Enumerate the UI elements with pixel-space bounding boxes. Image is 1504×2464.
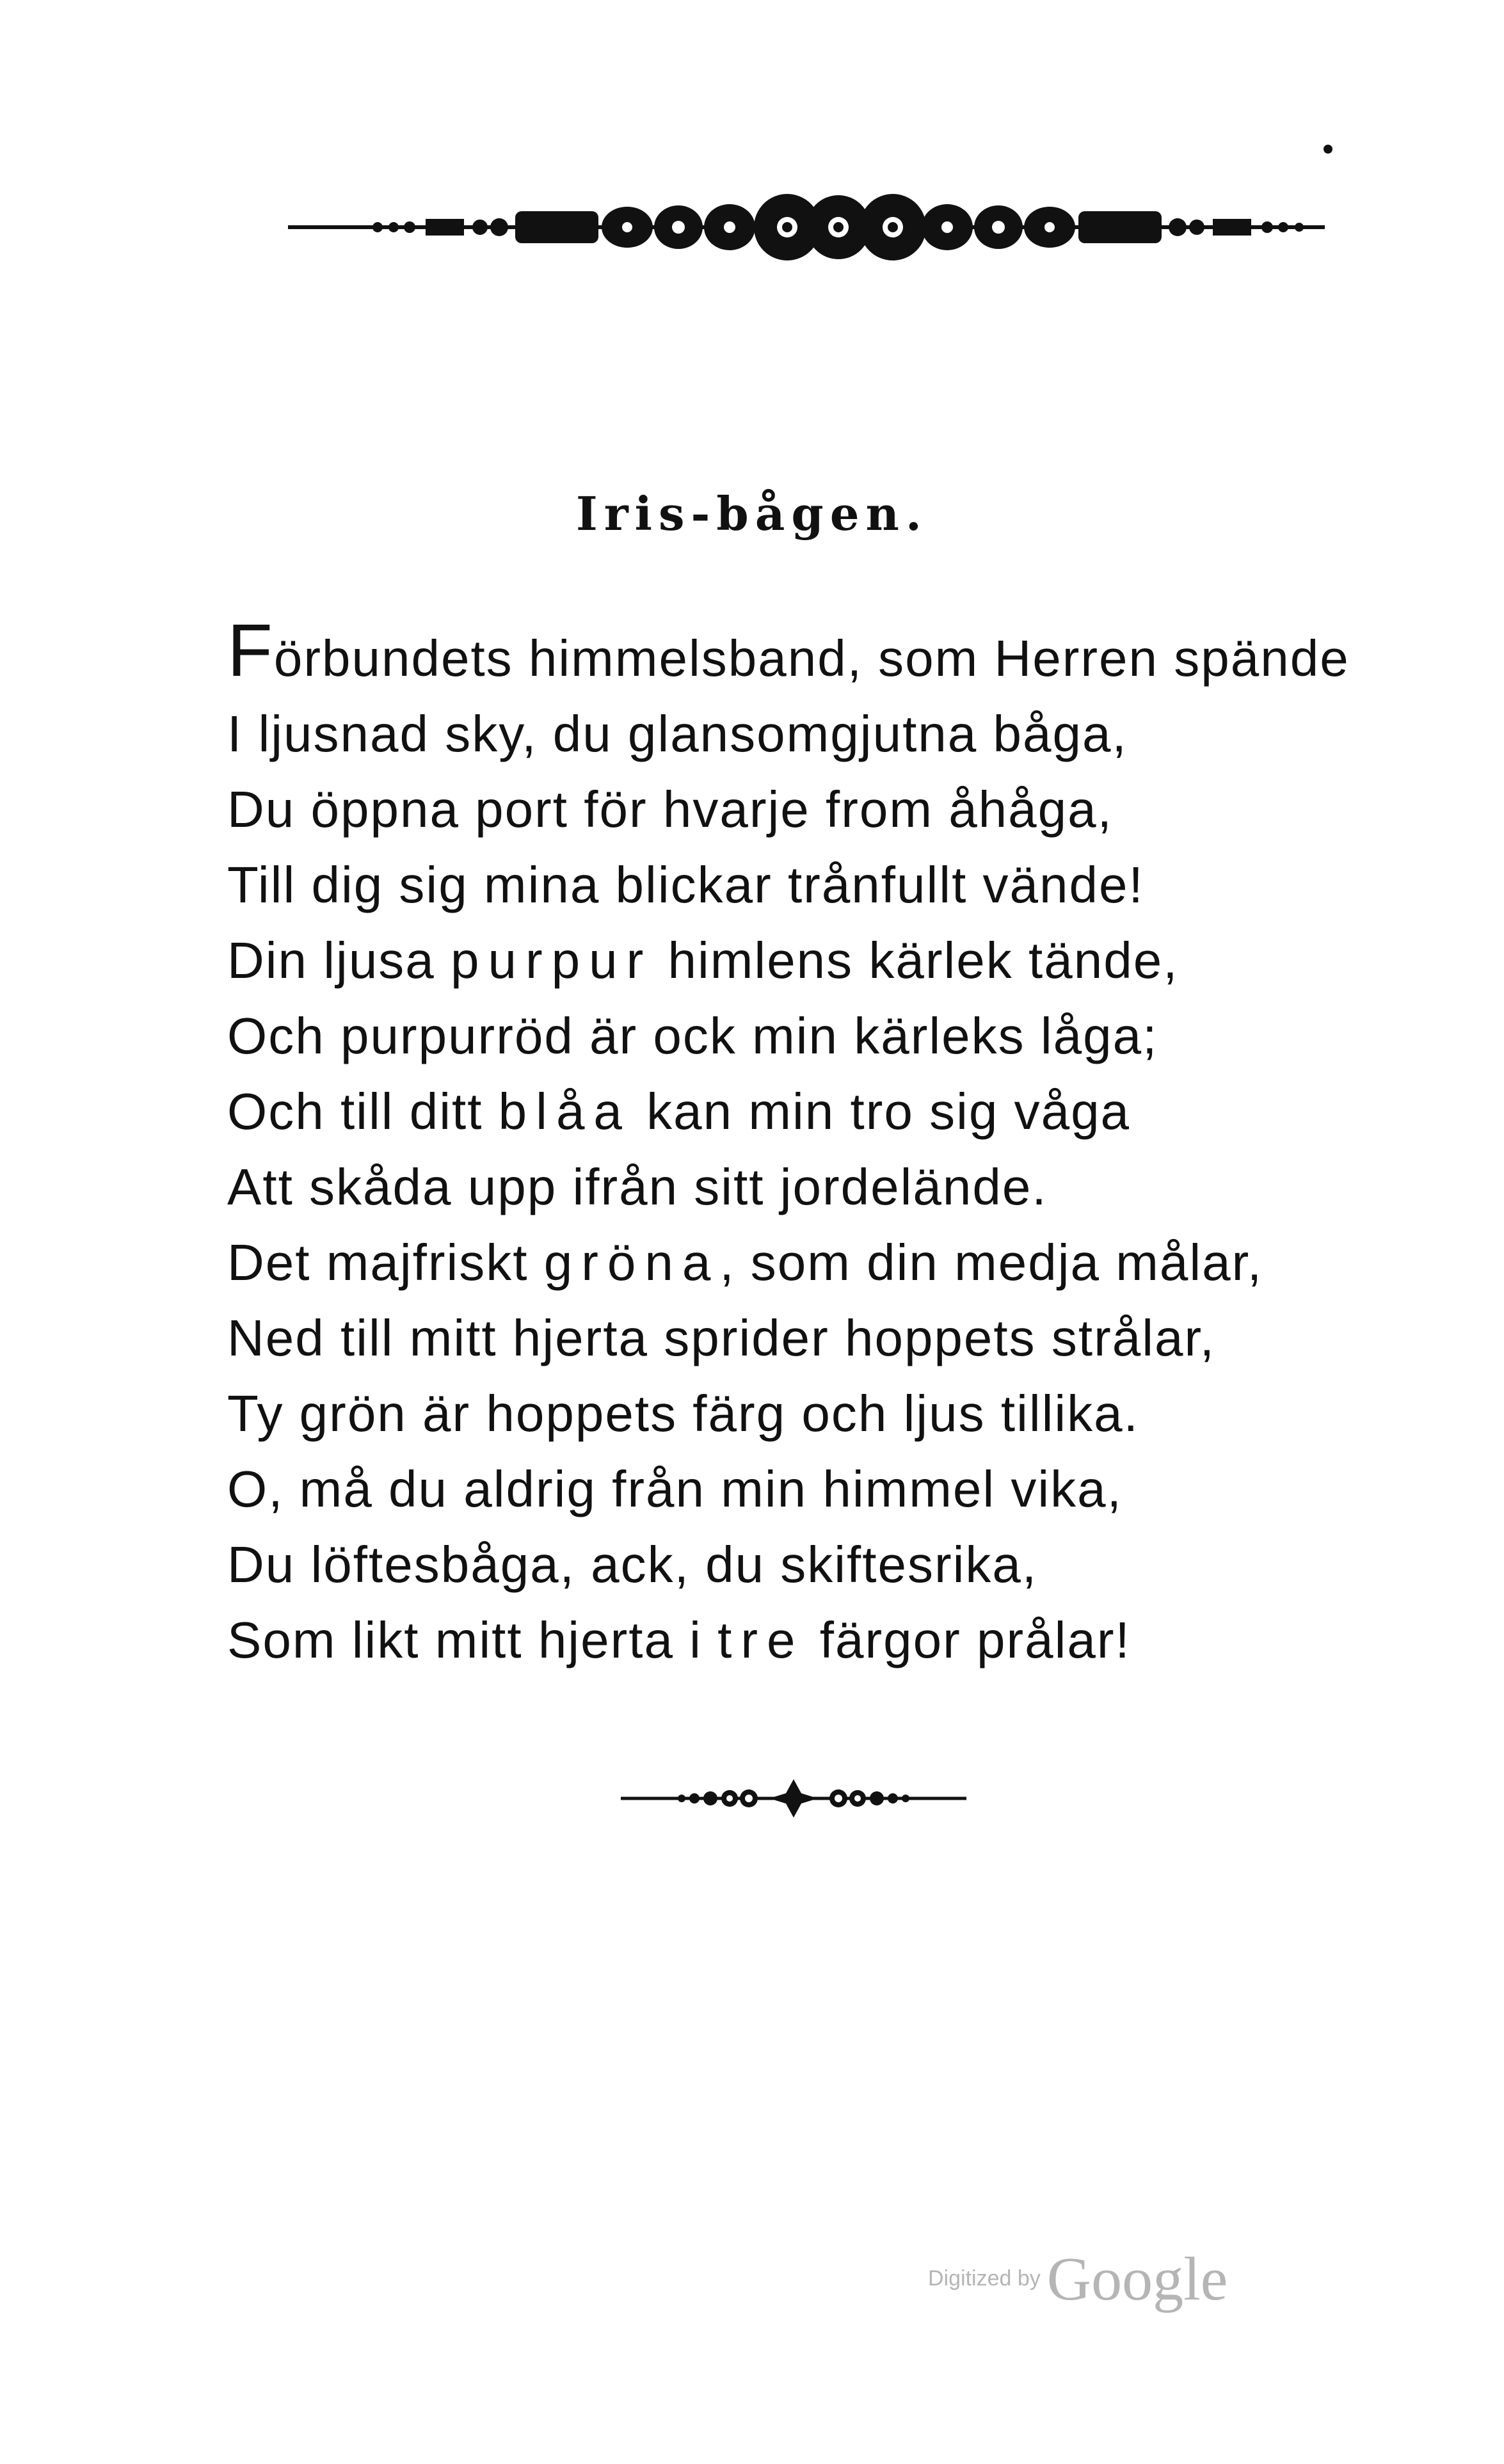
- line-text: himlens kärlek tände,: [652, 932, 1179, 989]
- google-logo: Google: [1046, 2244, 1228, 2313]
- line-text: Du öppna port för hvarje from åhåga,: [227, 781, 1113, 838]
- line-text: Till dig sig mina blickar trånfullt vände!: [227, 856, 1144, 913]
- poem-body: [227, 609, 1379, 1678]
- watermark-prefix: Digitized by: [928, 2266, 1041, 2291]
- line-text: Och till ditt: [227, 1083, 499, 1140]
- bottom-ornament-divider: [621, 1776, 966, 1821]
- line-text: I ljusnad sky, du glansomgjutna båga,: [227, 705, 1128, 762]
- line-text: Ned till mitt hjerta sprider hoppets strålar,: [227, 1309, 1215, 1366]
- line-text: Som likt mitt hjerta i: [227, 1612, 718, 1668]
- poem-line: [227, 772, 1379, 847]
- emphasized-word: purpur: [451, 932, 653, 989]
- poem-line: [227, 1376, 1379, 1452]
- line-text: O, må du aldrig från min himmel vika,: [227, 1460, 1123, 1517]
- poem-line: [227, 696, 1379, 772]
- digitized-watermark: [928, 2243, 1228, 2314]
- line-text: Det majfriskt: [227, 1234, 544, 1291]
- top-ornament-divider: [288, 186, 1325, 269]
- line-text: örbundets himmelsband, som Herren spände: [273, 630, 1350, 687]
- line-text: , som din medja målar,: [719, 1234, 1263, 1291]
- emphasized-word: blåa: [498, 1083, 631, 1140]
- poem-line: [227, 1603, 1379, 1678]
- poem-line: [227, 1452, 1379, 1527]
- line-text: Du löftesbåga, ack, du skiftesrika,: [227, 1536, 1038, 1593]
- line-text: Din ljusa: [227, 932, 451, 989]
- poem-line: [227, 609, 1379, 696]
- poem-line: [227, 923, 1379, 998]
- poem-line: [227, 1149, 1379, 1225]
- line-text: färgor prålar!: [804, 1612, 1131, 1668]
- line-text: Att skåda upp ifrån sitt jordelände.: [227, 1158, 1048, 1215]
- poem-line: [227, 1074, 1379, 1149]
- poem-line: [227, 998, 1379, 1074]
- drop-cap: F: [227, 609, 274, 692]
- poem-line: [227, 1300, 1379, 1376]
- line-text: kan min tro sig våga: [630, 1083, 1131, 1140]
- emphasized-word: gröna: [543, 1234, 720, 1291]
- poem-line: [227, 847, 1379, 923]
- line-text: Och purpurröd är ock min kärleks låga;: [227, 1007, 1158, 1064]
- poem-title: Iris-bågen.: [576, 486, 928, 541]
- poem-line: [227, 1225, 1379, 1300]
- poem-line: [227, 1527, 1379, 1603]
- print-speck: [1324, 145, 1332, 154]
- emphasized-word: tre: [717, 1612, 804, 1668]
- line-text: Ty grön är hoppets färg och ljus tillika.: [227, 1385, 1139, 1442]
